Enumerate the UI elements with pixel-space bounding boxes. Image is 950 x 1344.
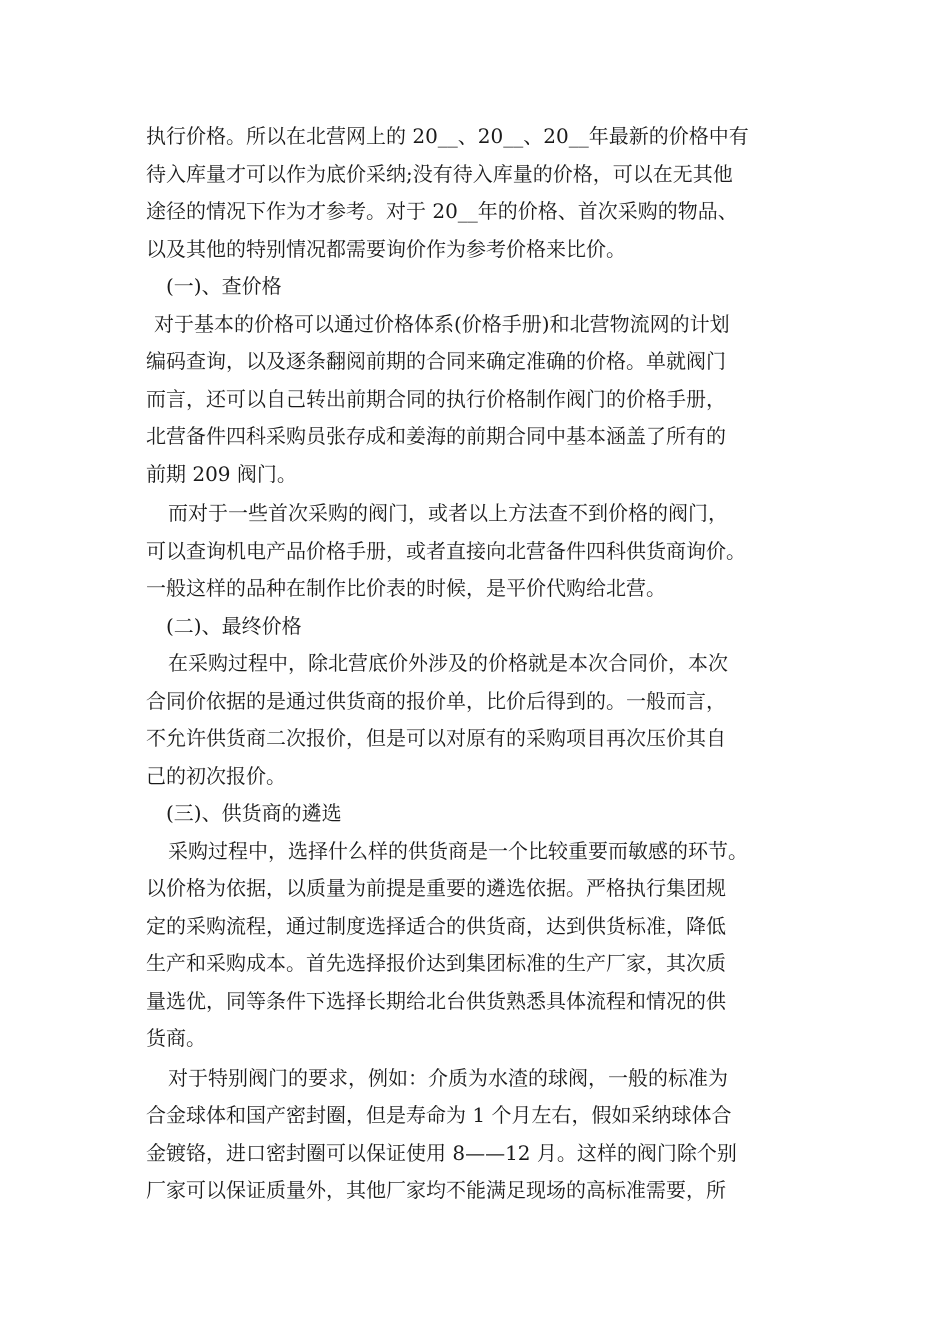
section-heading: (一)、查价格 <box>166 274 282 298</box>
text-line: 途径的情况下作为才参考。对于 20__年的价格、首次采购的物品、 <box>146 199 738 223</box>
text-line: 定的采购流程，通过制度选择适合的供货商，达到供货标准，降低 <box>146 913 726 938</box>
text-line: 金镀铬，进口密封圈可以保证使用 8——12 月。这样的阀门除个别 <box>146 1140 737 1165</box>
text-line: 而对于一些首次采购的阀门，或者以上方法查不到价格的阀门， <box>168 501 728 525</box>
text-line: 以及其他的特别情况都需要询价作为参考价格来比价。 <box>146 236 626 261</box>
text-line: 己的初次报价。 <box>146 763 286 788</box>
text-line: 北营备件四科采购员张存成和姜海的前期合同中基本涵盖了所有的 <box>146 424 726 448</box>
text-line: 在采购过程中，除北营底价外涉及的价格就是本次合同价，本次 <box>168 651 728 675</box>
text-line: 对于特别阀门的要求，例如：介质为水渣的球阀，一般的标准为 <box>168 1065 728 1090</box>
section-heading: (二)、最终价格 <box>166 613 302 638</box>
text-line: 一般这样的品种在制作比价表的时候，是平价代购给北营。 <box>146 576 666 600</box>
text-line: 而言，还可以自己转出前期合同的执行价格制作阀门的价格手册， <box>146 386 726 411</box>
text-line: 采购过程中，选择什么样的供货商是一个比较重要而敏感的环节。 <box>168 838 748 863</box>
section-heading: (三)、供货商的遴选 <box>166 801 342 825</box>
text-line: 可以查询机电产品价格手册，或者直接向北营备件四科供货商询价。 <box>146 538 746 563</box>
text-line: 合金球体和国产密封圈，但是寿命为 1 个月左右，假如采纳球体合 <box>146 1103 732 1127</box>
text-line: 待入库量才可以作为底价采纳;没有待入库量的价格，可以在无其他 <box>146 161 733 186</box>
text-line: 生产和采购成本。首先选择报价达到集团标准的生产厂家，其次质 <box>146 951 726 975</box>
text-line: 对于基本的价格可以通过价格体系(价格手册)和北营物流网的计划 <box>154 311 730 336</box>
text-line: 量选优，同等条件下选择长期给北台供货熟悉具体流程和情况的供 <box>146 988 726 1013</box>
text-line: 不允许供货商二次报价，但是可以对原有的采购项目再次压价其自 <box>146 726 726 750</box>
text-line: 前期 209 阀门。 <box>146 461 297 486</box>
text-line: 合同价依据的是通过供货商的报价单，比价后得到的。一般而言， <box>146 688 726 713</box>
text-line: 货商。 <box>146 1026 206 1050</box>
document-body <box>146 118 810 1210</box>
text-line: 编码查询，以及逐条翻阅前期的合同来确定准确的价格。单就阀门 <box>146 349 726 373</box>
text-line: 执行价格。所以在北营网上的 20__、20__、20__年最新的价格中有 <box>146 124 749 148</box>
text-line: 厂家可以保证质量外，其他厂家均不能满足现场的高标准需要，所 <box>146 1178 726 1202</box>
text-line: 以价格为依据，以质量为前提是重要的遴选依据。严格执行集团规 <box>146 876 726 900</box>
